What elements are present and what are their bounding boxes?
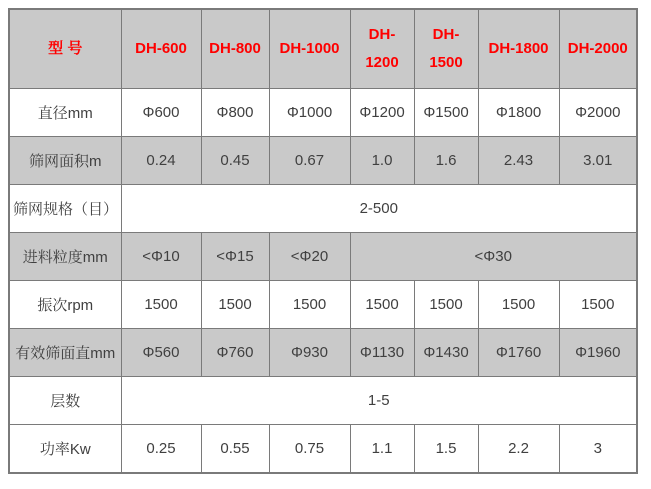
value-cell: 0.55 (201, 425, 269, 474)
row-label: 有效筛面直mm (9, 329, 121, 377)
row-label: 筛网规格（目） (9, 185, 121, 233)
row-label: 层数 (9, 377, 121, 425)
value-cell: 1.5 (414, 425, 478, 474)
merged-value-cell: <Φ30 (350, 233, 637, 281)
value-cell: Φ930 (269, 329, 350, 377)
value-cell: Φ1000 (269, 89, 350, 137)
value-cell: Φ2000 (559, 89, 637, 137)
value-cell: Φ1430 (414, 329, 478, 377)
value-cell: <Φ20 (269, 233, 350, 281)
value-cell: 0.25 (121, 425, 201, 474)
value-cell: Φ600 (121, 89, 201, 137)
value-cell: 1500 (269, 281, 350, 329)
value-cell: Φ1200 (350, 89, 414, 137)
value-cell: 3 (559, 425, 637, 474)
header-model-dh1200: DH-1200 (350, 9, 414, 89)
row-layers (9, 377, 637, 425)
row-mesh-spec (9, 185, 637, 233)
merged-value-cell: 1-5 (121, 377, 637, 425)
value-cell: Φ1130 (350, 329, 414, 377)
value-cell: 1500 (121, 281, 201, 329)
value-cell: Φ1760 (478, 329, 559, 377)
header-model-dh1500: DH-1500 (414, 9, 478, 89)
header-model-dh2000: DH-2000 (559, 9, 637, 89)
value-cell: 1500 (478, 281, 559, 329)
value-cell: 2.2 (478, 425, 559, 474)
value-cell: 1500 (350, 281, 414, 329)
row-power (9, 425, 637, 474)
value-cell: Φ800 (201, 89, 269, 137)
value-cell: Φ560 (121, 329, 201, 377)
header-model-dh800: DH-800 (201, 9, 269, 89)
value-cell: 1500 (201, 281, 269, 329)
row-feed-size (9, 233, 637, 281)
value-cell: 1.6 (414, 137, 478, 185)
row-diameter (9, 89, 637, 137)
row-label: 振次rpm (9, 281, 121, 329)
row-vibration-rpm (9, 281, 637, 329)
row-label: 筛网面积m (9, 137, 121, 185)
value-cell: 0.24 (121, 137, 201, 185)
value-cell: Φ760 (201, 329, 269, 377)
value-cell: 0.67 (269, 137, 350, 185)
header-model-dh1000: DH-1000 (269, 9, 350, 89)
header-model-dh1800: DH-1800 (478, 9, 559, 89)
row-effective-diameter (9, 329, 637, 377)
row-label: 进料粒度mm (9, 233, 121, 281)
value-cell: Φ1960 (559, 329, 637, 377)
value-cell: 0.45 (201, 137, 269, 185)
value-cell: 1500 (559, 281, 637, 329)
value-cell: 0.75 (269, 425, 350, 474)
header-label: 型 号 (9, 9, 121, 89)
value-cell: 1500 (414, 281, 478, 329)
value-cell: 3.01 (559, 137, 637, 185)
value-cell: 1.1 (350, 425, 414, 474)
value-cell: Φ1800 (478, 89, 559, 137)
value-cell: 2.43 (478, 137, 559, 185)
value-cell: <Φ15 (201, 233, 269, 281)
row-screen-area (9, 137, 637, 185)
value-cell: Φ1500 (414, 89, 478, 137)
row-label: 直径mm (9, 89, 121, 137)
row-label: 功率Kw (9, 425, 121, 474)
value-cell: <Φ10 (121, 233, 201, 281)
header-row (9, 9, 637, 89)
value-cell: 1.0 (350, 137, 414, 185)
header-model-dh600: DH-600 (121, 9, 201, 89)
spec-table (8, 8, 638, 474)
merged-value-cell: 2-500 (121, 185, 637, 233)
